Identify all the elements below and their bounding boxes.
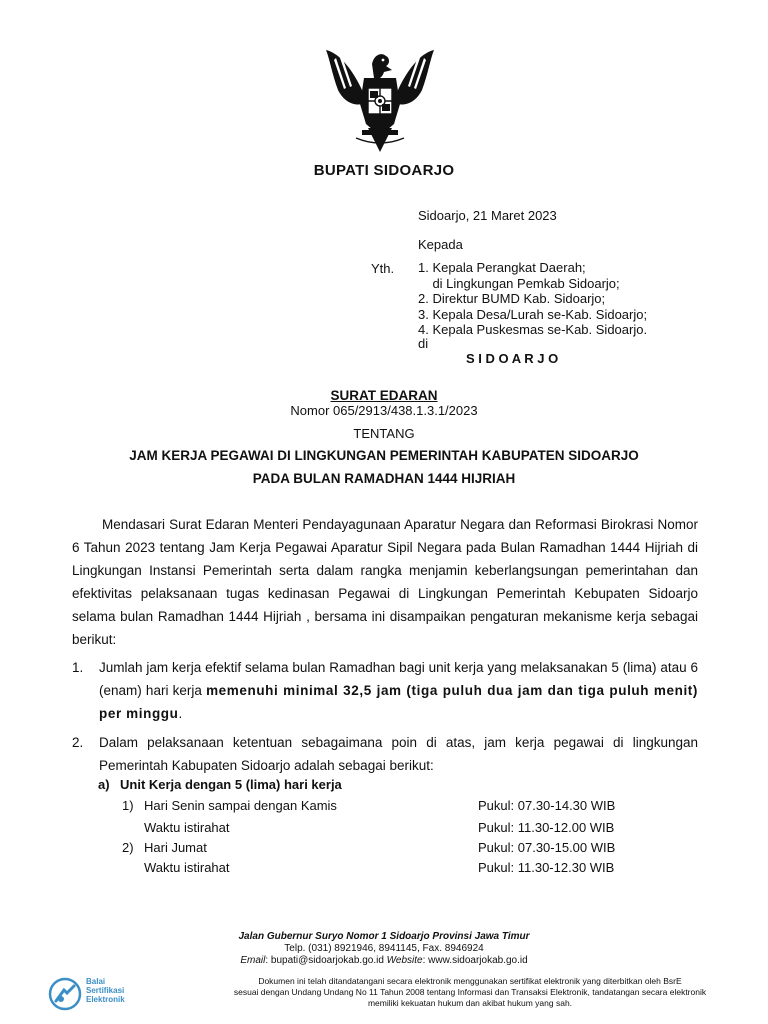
- footer-phone: Telp. (031) 8921946, 8941145, Fax. 8946924: [284, 943, 484, 954]
- schedule-label-4: Waktu istirahat: [144, 860, 230, 875]
- date-line: Sidoarjo, 21 Maret 2023: [418, 208, 557, 223]
- schedule-time-1: Pukul: 07.30-14.30 WIB: [478, 798, 616, 813]
- schedule-time-3: Pukul: 07.30-15.00 WIB: [478, 840, 616, 855]
- footer-contact: [0, 955, 768, 967]
- item-2-text: Dalam pelaksanaan ketentuan sebagaimana poin di atas, jam kerja pegawai di lingkungan Pemerintah Kabupaten Sidoarjo adalah sebagai berikut:: [99, 735, 698, 773]
- bsre-emblem-icon: [48, 977, 82, 1011]
- schedule-num-3: 2): [122, 840, 134, 855]
- office-title: BUPATI SIDOARJO: [313, 162, 455, 179]
- item-1-number: 1.: [72, 660, 84, 675]
- subject-line-1: JAM KERJA PEGAWAI DI LINGKUNGAN PEMERINTAH KABUPATEN SIDOARJO: [129, 448, 639, 463]
- email-address: : bupati@sidoarjokab.go.id: [265, 955, 384, 966]
- bsre-line-1: Balai: [86, 977, 106, 986]
- recipient-1: 1. Kepala Perangkat Daerah;: [418, 260, 586, 275]
- subject-line-2: PADA BULAN RAMADHAN 1444 HIJRIAH: [252, 471, 516, 486]
- esign-note-3: memiliki kekuatan hukum dan akibat hukum yang sah.: [367, 998, 573, 1008]
- esign-note-2: sesuai dengan Undang Undang No 11 Tahun 2008 tentang Informasi dan Transaksi Elektronik, tandatangan secara elektronik: [233, 987, 707, 997]
- recipient-2: 2. Direktur BUMD Kab. Sidoarjo;: [418, 291, 606, 306]
- item-1-end: .: [178, 706, 183, 721]
- yth-label: Yth.: [371, 261, 395, 276]
- schedule-num-1: 1): [122, 798, 134, 813]
- bsre-line-3: Elektronik: [86, 995, 125, 1004]
- doc-number: Nomor 065/2913/438.1.3.1/2023: [290, 403, 478, 418]
- footer-address: Jalan Gubernur Suryo Nomor 1 Sidoarjo Provinsi Jawa Timur: [238, 931, 530, 942]
- item-1-bold: memenuhi minimal 32,5 jam (tiga puluh dua jam dan tiga puluh menit) per minggu: [99, 683, 698, 721]
- recipient-1-cont: di Lingkungan Pemkab Sidoarjo;: [418, 275, 620, 291]
- esign-note-1: Dokumen ini telah ditandatangani secara elektronik menggunakan sertifikat elektronik yang diterbitkan oleh BsrE: [258, 976, 682, 986]
- bsre-logo: [48, 976, 148, 1012]
- schedule-label-1: Hari Senin sampai dengan Kamis: [144, 798, 337, 813]
- list-item-1: [72, 656, 698, 725]
- list-item-2: [72, 731, 698, 777]
- sub-a-label: a): [98, 777, 110, 792]
- di-label: di: [418, 336, 429, 351]
- schedule-label-2: Waktu istirahat: [144, 820, 230, 835]
- bsre-line-2: Sertifikasi: [86, 986, 125, 995]
- recipient-list: [418, 260, 647, 338]
- schedule-time-2: Pukul: 11.30-12.00 WIB: [478, 820, 615, 835]
- recipient-3: 3. Kepala Desa/Lurah se-Kab. Sidoarjo;: [418, 306, 648, 322]
- item-1-text: Jumlah jam kerja efektif selama bulan Ramadhan bagi unit kerja yang melaksanakan 5 (lima) atau 6 (enam) hari kerja: [99, 660, 698, 698]
- intro-paragraph: Mendasari Surat Edaran Menteri Pendayagunaan Aparatur Negara dan Reformasi Birokrasi Nomor 6 Tahun 2023 tentang Jam Kerja Pegawai Aparatur Sipil Negara pada Bulan Ramadhan 1444 Hijriah di Lingkungan Instansi Pemerintah serta dalam rangka menjamin keberlangsungan pemerintahan dan efektivitas pelaksanaan tugas kedinasan Pegawai di Lingkungan Pemerintah Kebupaten Sidoarjo selama bulan Ramadhan 1444 Hijriah , bersama ini disampaikan pengaturan mekanisme kerja sebagai berikut:: [72, 517, 698, 647]
- website-address: : www.sidoarjokab.go.id: [422, 955, 528, 966]
- email-label: Email: [240, 955, 266, 966]
- doc-type: SURAT EDARAN: [330, 388, 438, 403]
- item-2-number: 2.: [72, 735, 84, 750]
- recipient-4: 4. Kepala Puskesmas se-Kab. Sidoarjo.: [418, 322, 648, 337]
- schedule-label-3: Hari Jumat: [144, 840, 207, 855]
- about-label: TENTANG: [353, 426, 415, 441]
- to-label: Kepada: [418, 237, 463, 252]
- city-name: S I D O A R J O: [466, 351, 559, 366]
- website-label: Website: [386, 955, 423, 966]
- schedule-time-4: Pukul: 11.30-12.30 WIB: [478, 860, 615, 875]
- garuda-emblem: [316, 44, 444, 156]
- sub-a-title: Unit Kerja dengan 5 (lima) hari kerja: [120, 777, 342, 792]
